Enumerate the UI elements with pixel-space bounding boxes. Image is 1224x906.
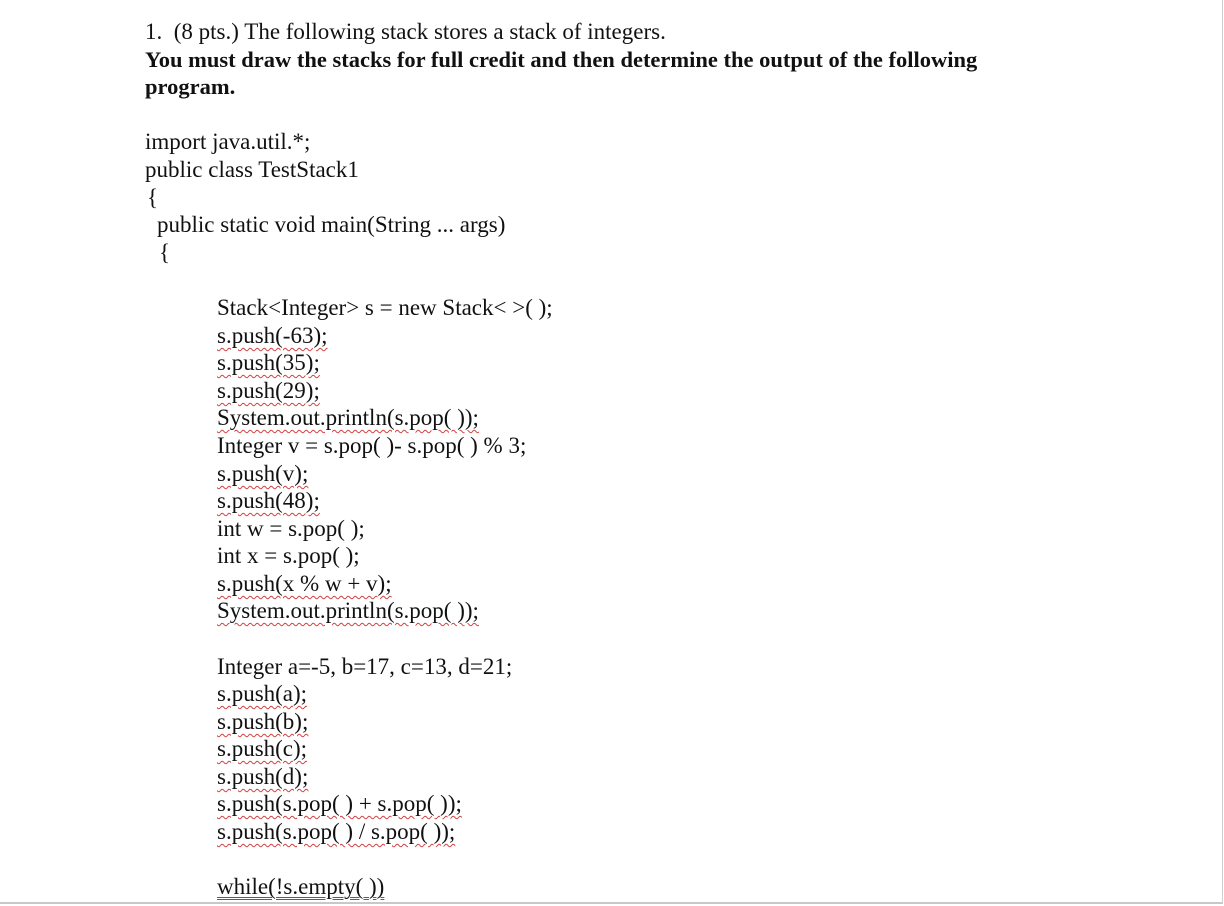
code-line: s.push(35); <box>217 350 320 375</box>
question-number: 1. <box>145 19 163 44</box>
code-line: s.push(a); <box>217 681 308 706</box>
code-line: System.out.println(s.pop( )); <box>217 405 479 430</box>
code-line: s.push(s.pop( ) / s.pop( )); <box>217 819 456 844</box>
code-line: s.push(v); <box>217 461 309 486</box>
code-line: Integer a=-5, b=17, c=13, d=21; <box>217 654 513 679</box>
code-main-decl: public static void main(String ... args) <box>157 212 506 237</box>
code-line: s.push(b); <box>217 709 309 734</box>
instruction-line-1: You must draw the stacks for full credit and then determine the output of the following <box>145 47 978 72</box>
code-line: int x = s.pop( ); <box>217 543 360 568</box>
code-line: s.push(s.pop( ) + s.pop( )); <box>217 791 462 816</box>
code-line: s.push(29); <box>217 378 320 403</box>
question-header <box>145 18 666 45</box>
code-line: System.out.println(s.pop( )); <box>217 598 479 623</box>
instruction-line-2: program. <box>145 74 236 99</box>
code-main-open-brace: { <box>159 240 171 265</box>
code-class-decl: public class TestStack1 <box>145 157 359 182</box>
question-points: (8 pts.) <box>173 19 239 44</box>
code-line: Stack<Integer> s = new Stack< >( ); <box>217 295 553 320</box>
code-line: while(!s.empty( )) <box>217 874 385 899</box>
code-import: import java.util.*; <box>145 129 311 154</box>
question-intro: The following stack stores a stack of integers. <box>244 19 666 44</box>
code-line: s.push(x % w + v); <box>217 571 392 596</box>
code-line: Integer v = s.pop( )- s.pop( ) % 3; <box>217 433 527 458</box>
code-line: s.push(d); <box>217 764 309 789</box>
code-line: s.push(c); <box>217 736 308 761</box>
code-line: int w = s.pop( ); <box>217 516 365 541</box>
code-line: s.push(48); <box>217 488 320 513</box>
code-line: s.push(-63); <box>217 323 328 348</box>
code-class-open-brace: { <box>147 185 159 210</box>
